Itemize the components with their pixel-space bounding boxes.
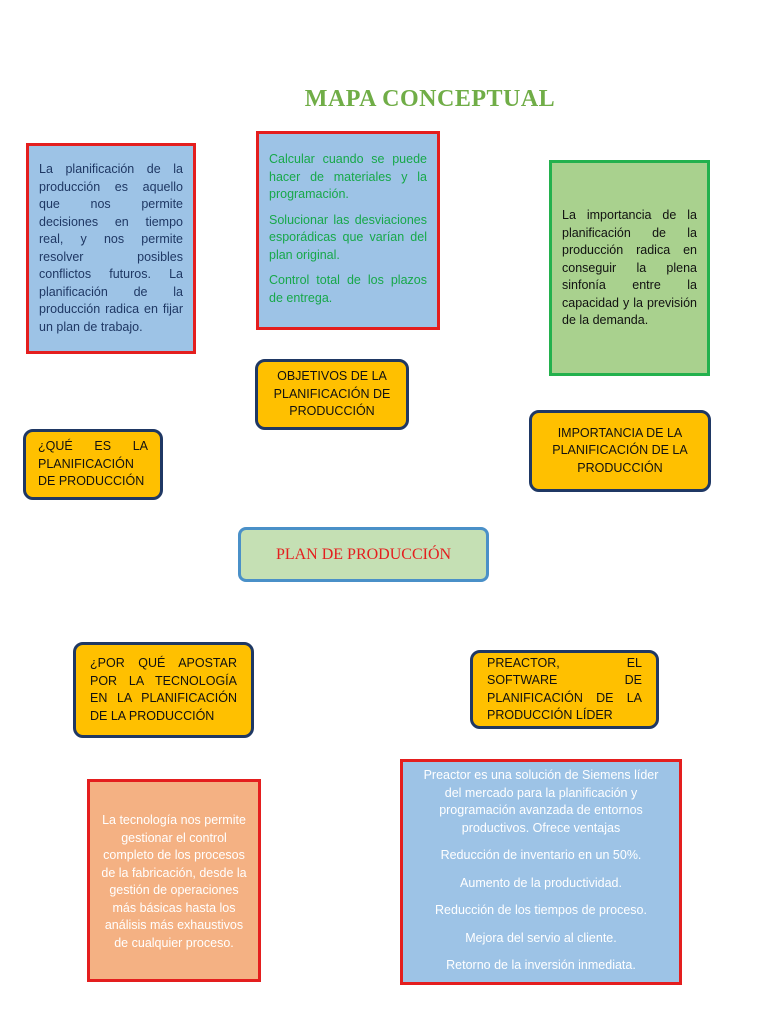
central-concept	[238, 527, 489, 582]
node-label: ¿POR QUÉ APOSTAR POR LA TECNOLOGÍA EN LA PLANIFICACIÓN DE LA PRODUCCIÓN	[90, 656, 237, 723]
node-label: ¿QUÉ ES LA PLANIFICACIÓN DE PRODUCCIÓN	[38, 439, 148, 489]
definition-text: La planificación de la producción es aquello que nos permite decisiones en tiempo real, y nos permite resolver posibles conflictos futuros. La planificación de la producción radica en fijar un plan de trabajo.	[39, 162, 183, 334]
central-concept-label: PLAN DE PRODUCCIÓN	[275, 545, 452, 563]
preactor-item: Aumento de la productividad.	[460, 875, 622, 890]
objectives-box	[256, 131, 440, 330]
definition-box	[26, 143, 196, 354]
preactor-item: Retorno de la inversión inmediata.	[446, 958, 636, 972]
objective-item: Calcular cuando se puede hacer de materiales y la programación.	[269, 152, 427, 201]
importance-text: La importancia de la planificación de la producción radica en conseguir la plena sinfonía entre la capacidad y la previsión de la demanda.	[562, 208, 697, 327]
preactor-item: Reducción de los tiempos de proceso.	[435, 903, 647, 917]
node-importancia	[529, 410, 711, 492]
preactor-item: Preactor es una solución de Siemens líder del mercado para la planificación y programación avanzada de entornos productivos. Ofrece ventajas	[423, 768, 659, 835]
technology-box	[87, 779, 261, 982]
node-preactor	[470, 650, 659, 729]
preactor-item: Reducción de inventario en un 50%.	[440, 848, 642, 862]
preactor-box	[400, 759, 682, 985]
node-que-es	[23, 429, 163, 500]
node-label: PREACTOR, EL SOFTWARE DE PLANIFICACIÓN DE LA PRODUCCIÓN LÍDER	[487, 655, 642, 722]
objective-item: Control total de los plazos de entrega.	[269, 273, 427, 305]
node-label: IMPORTANCIA DE LA PLANIFICACIÓN DE LA PRODUCCIÓN	[552, 425, 688, 475]
objective-item: Solucionar las desviaciones esporádicas que varían del plan original.	[269, 212, 427, 262]
importance-box	[549, 160, 710, 376]
page-title: MAPA CONCEPTUAL	[304, 86, 556, 112]
node-objetivos	[255, 359, 409, 430]
node-por-que	[73, 642, 254, 738]
node-label: OBJETIVOS DE LA PLANIFICACIÓN DE PRODUCCIÓN	[273, 369, 391, 419]
technology-text: La tecnología nos permite gestionar el control completo de los procesos de la fabricación, desde la gestión de operaciones más básicas hasta los análisis más exhaustivos de cualquier proceso.	[101, 813, 247, 950]
preactor-item: Mejora del servio al cliente.	[465, 930, 617, 945]
